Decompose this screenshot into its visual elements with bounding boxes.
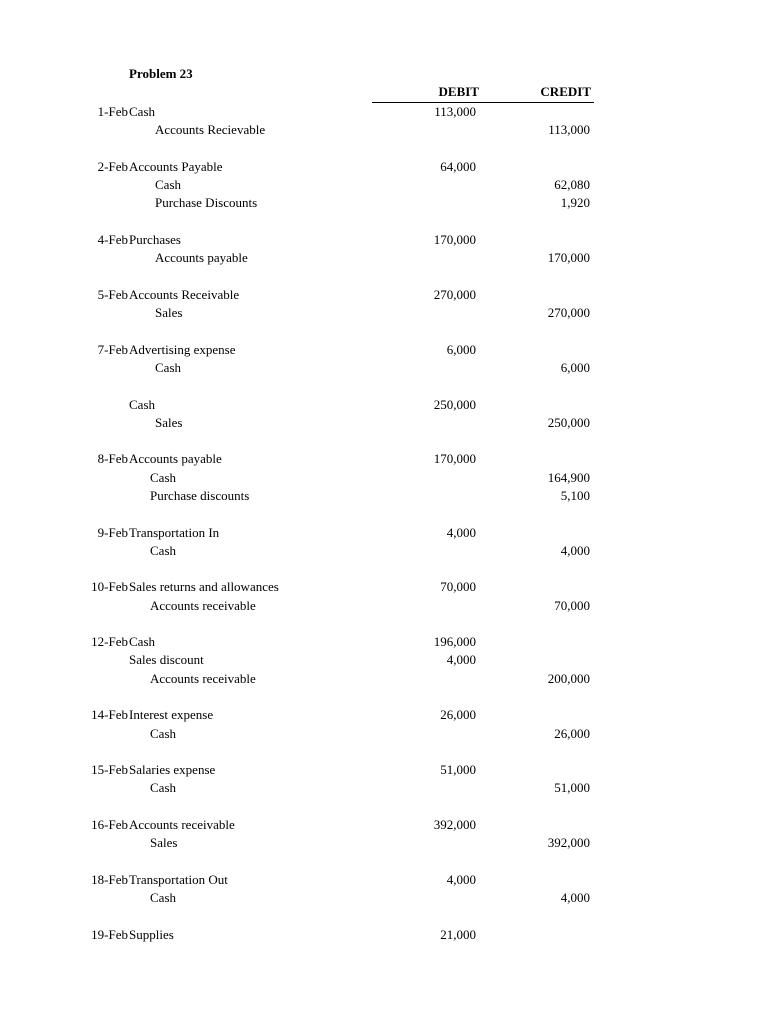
debit-amount: 51,000: [440, 762, 476, 778]
journal-line: [0, 651, 768, 669]
journal-line: [0, 670, 768, 688]
account-name: Sales discount: [129, 652, 204, 668]
journal-line: [0, 286, 768, 304]
entry-date: 5-Feb: [97, 286, 128, 302]
entry-date: 4-Feb: [97, 231, 128, 247]
credit-amount: 70,000: [554, 597, 590, 613]
journal-entry: [0, 871, 768, 907]
entry-date: 2-Feb: [97, 158, 128, 174]
account-name: Cash: [150, 780, 176, 796]
journal-entry: [0, 158, 768, 213]
debit-amount: 64,000: [440, 158, 476, 174]
account-name: Purchase Discounts: [155, 195, 258, 211]
account-name: Cash: [129, 396, 155, 412]
journal-entry: [0, 633, 768, 688]
journal-line: [0, 761, 768, 779]
debit-column-header: DEBIT: [438, 84, 479, 99]
journal-entry: [0, 926, 768, 944]
journal-line: [0, 414, 768, 432]
journal-line: [0, 103, 768, 121]
account-name: Interest expense: [129, 707, 214, 723]
account-name: Cash: [129, 104, 155, 119]
debit-amount: 26,000: [440, 707, 476, 723]
journal-line: [0, 597, 768, 615]
account-name: Cash: [150, 725, 176, 741]
debit-amount: 4,000: [446, 652, 476, 668]
account-name: Cash: [155, 359, 181, 375]
journal-line: [0, 176, 768, 194]
journal-line: [0, 524, 768, 542]
debit-amount: 4,000: [446, 871, 476, 887]
entry-date: 18-Feb: [91, 871, 128, 887]
journal-line: [0, 926, 768, 944]
account-name: Accounts Receivable: [129, 286, 240, 302]
debit-amount: 21,000: [440, 926, 476, 942]
journal-line: [0, 889, 768, 907]
entry-date: 10-Feb: [91, 579, 128, 595]
entry-date: 19-Feb: [91, 926, 128, 942]
credit-amount: 200,000: [547, 670, 590, 686]
journal-line: [0, 542, 768, 560]
account-name: Cash: [150, 890, 176, 906]
debit-amount: 113,000: [434, 104, 476, 119]
debit-amount: 270,000: [433, 286, 476, 302]
journal-entry: [0, 816, 768, 852]
page-title: Problem 23: [129, 66, 193, 81]
account-name: Accounts receivable: [150, 597, 256, 613]
journal-entry: [0, 761, 768, 797]
account-name: Salaries expense: [129, 762, 216, 778]
entry-date: 9-Feb: [97, 524, 128, 540]
journal-line: [0, 816, 768, 834]
entry-date: 8-Feb: [97, 451, 128, 467]
journal-line: [0, 871, 768, 889]
account-name: Supplies: [129, 926, 174, 942]
journal-entry: [0, 341, 768, 377]
account-name: Accounts Payable: [129, 158, 223, 174]
entry-date: 16-Feb: [91, 817, 128, 833]
account-name: Accounts receivable: [150, 670, 256, 686]
account-name: Cash: [155, 177, 181, 193]
journal-entry: [0, 450, 768, 505]
credit-amount: 26,000: [554, 725, 590, 741]
account-name: Sales returns and allowances: [129, 579, 279, 595]
credit-amount: 170,000: [547, 250, 590, 266]
credit-amount: 6,000: [560, 359, 590, 375]
journal-entry: [0, 103, 768, 139]
credit-amount: 4,000: [560, 890, 590, 906]
entry-date: 15-Feb: [91, 762, 128, 778]
journal-entry: [0, 396, 768, 432]
journal-line: [0, 725, 768, 743]
journal-line: [0, 706, 768, 724]
journal-line: [0, 341, 768, 359]
debit-amount: 70,000: [440, 579, 476, 595]
entry-date: 7-Feb: [97, 341, 128, 357]
account-name: Sales: [150, 835, 178, 851]
credit-amount: 1,920: [560, 195, 590, 211]
journal-line: [0, 450, 768, 468]
journal-entry: [0, 286, 768, 322]
credit-amount: 392,000: [547, 835, 590, 851]
debit-amount: 170,000: [433, 231, 476, 247]
journal-line: [0, 834, 768, 852]
column-header-row: [372, 84, 594, 103]
account-name: Transportation In: [129, 524, 220, 540]
journal-line: [0, 633, 768, 651]
journal-line: [0, 304, 768, 322]
debit-amount: 392,000: [433, 817, 476, 833]
debit-amount: 196,000: [433, 634, 476, 650]
account-name: Cash: [150, 542, 176, 558]
journal-entries: [0, 103, 768, 963]
debit-amount: 6,000: [446, 341, 476, 357]
account-name: Sales: [155, 305, 183, 320]
journal-entry: [0, 524, 768, 560]
account-name: Accounts payable: [129, 451, 222, 467]
journal-line: [0, 249, 768, 267]
credit-column-header: CREDIT: [540, 84, 591, 99]
journal-entry: [0, 231, 768, 267]
journal-line: [0, 469, 768, 487]
entry-date: 14-Feb: [91, 707, 128, 723]
account-name: Accounts payable: [155, 250, 248, 266]
journal-line: [0, 779, 768, 797]
journal-entry: [0, 706, 768, 742]
journal-line: [0, 487, 768, 505]
account-name: Cash: [129, 634, 155, 650]
debit-amount: 170,000: [433, 451, 476, 467]
account-name: Accounts receivable: [129, 817, 235, 833]
journal-line: [0, 359, 768, 377]
credit-amount: 5,100: [560, 487, 590, 503]
account-name: Sales: [155, 414, 183, 430]
debit-amount: 4,000: [446, 524, 476, 540]
account-name: Accounts Recievable: [155, 122, 266, 138]
debit-amount: 250,000: [433, 396, 476, 412]
journal-line: [0, 578, 768, 596]
journal-line: [0, 121, 768, 139]
credit-amount: 4,000: [560, 542, 590, 558]
credit-amount: 250,000: [547, 414, 590, 430]
credit-amount: 51,000: [554, 780, 590, 796]
journal-line: [0, 158, 768, 176]
entry-date: 12-Feb: [91, 634, 128, 650]
account-name: Purchases: [129, 231, 181, 247]
account-name: Transportation Out: [129, 871, 228, 887]
credit-amount: 62,080: [554, 177, 590, 193]
journal-entry: [0, 578, 768, 614]
account-name: Purchase discounts: [150, 487, 250, 503]
journal-line: [0, 231, 768, 249]
entry-date: 1-Feb: [97, 104, 128, 119]
account-name: Cash: [150, 469, 176, 485]
journal-line: [0, 194, 768, 212]
credit-amount: 113,000: [548, 122, 590, 138]
credit-amount: 270,000: [547, 305, 590, 320]
journal-line: [0, 396, 768, 414]
credit-amount: 164,900: [547, 469, 590, 485]
account-name: Advertising expense: [129, 341, 236, 357]
